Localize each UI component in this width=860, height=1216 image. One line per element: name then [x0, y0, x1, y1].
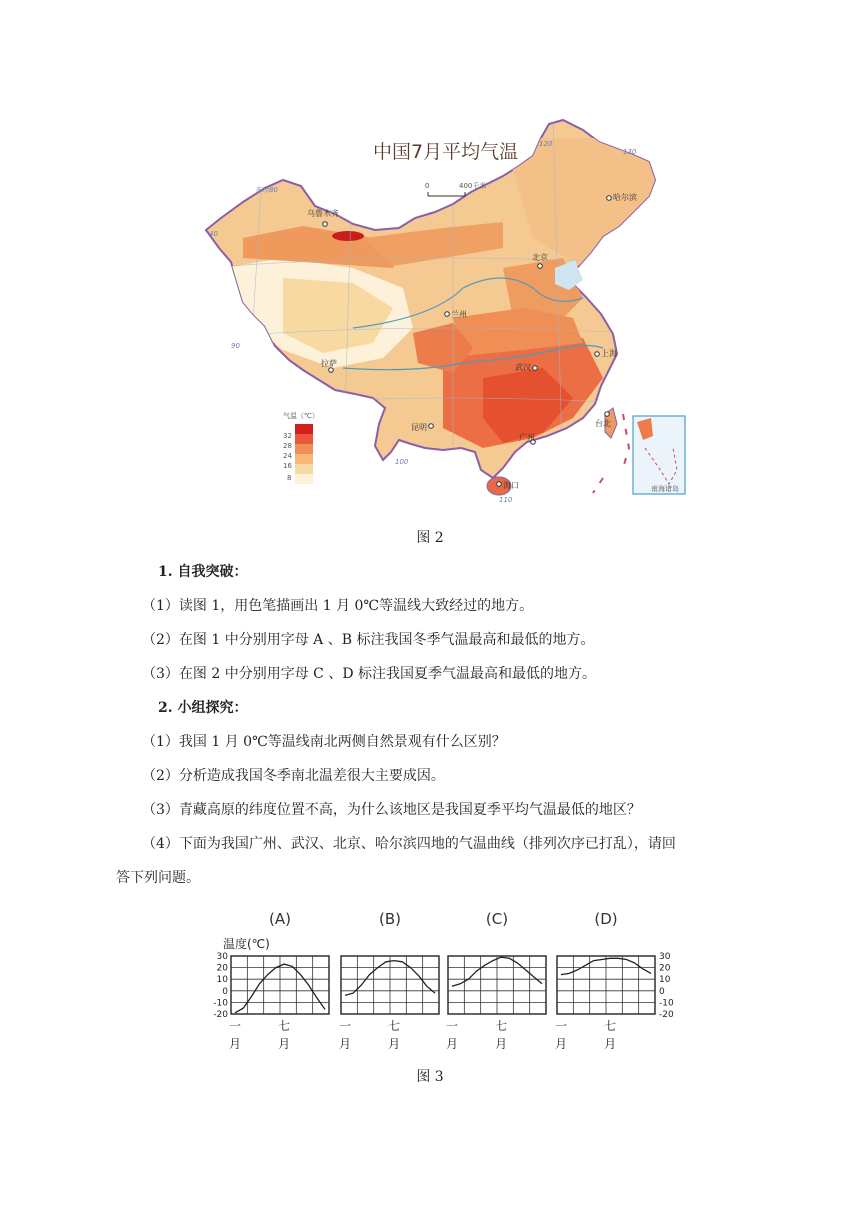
month-label-jan: 月 [228, 1037, 242, 1051]
climate-chart [229, 910, 329, 1051]
chart-title: (D) [594, 910, 618, 928]
y-tick-label: -10 [213, 998, 228, 1009]
lon-mark: 110 [499, 496, 513, 504]
section1-item: （2）在图 1 中分别用字母 A 、B 标注我国冬季气温最高和最低的地方。 [142, 632, 595, 648]
city-label: 上海 [601, 349, 617, 358]
legend-swatch [295, 444, 313, 454]
city-label: 兰州 [451, 310, 467, 319]
svg-text:400千米: 400千米 [459, 182, 487, 190]
lon-mark: 40 [209, 230, 218, 238]
y-tick-label: 30 [659, 952, 671, 962]
month-label-jul: 月 [388, 1037, 401, 1051]
chart-title: (B) [379, 910, 401, 928]
y-tick-label: -10 [659, 998, 674, 1009]
month-label-jan: 月 [554, 1037, 568, 1051]
svg-text:32: 32 [283, 432, 292, 440]
month-label-jul: 月 [495, 1037, 508, 1051]
month-label-jan: 月 [338, 1037, 352, 1051]
lon-mark: 100 [395, 458, 409, 466]
svg-text:24: 24 [283, 452, 292, 460]
y-tick-label: 0 [222, 986, 228, 997]
section1-item: （3）在图 2 中分别用字母 C 、D 标注我国夏季气温最高和最低的地方。 [142, 666, 597, 682]
city-label: 哈尔滨 [613, 193, 637, 202]
section1-heading: 1. 自我突破： [158, 564, 248, 580]
month-label-jan: 一 [338, 1019, 352, 1033]
city-label: 北京 [532, 253, 548, 262]
month-label-jan: 一 [554, 1019, 568, 1033]
section2-item: （1）我国 1 月 0℃等温线南北两侧自然景观有什么区别？ [142, 734, 506, 750]
city-label: 广州 [519, 433, 535, 442]
legend-swatch [295, 464, 313, 474]
city-label: 海口 [503, 481, 519, 490]
section1-item: （1）读图 1，用色笔描画出 1 月 0℃等温线大致经过的地方。 [142, 598, 534, 614]
climate-chart [446, 910, 546, 1051]
chart-title: (A) [269, 910, 291, 928]
inset-label: 南海诸岛 [651, 485, 679, 493]
section2-heading: 2. 小组探究： [158, 700, 248, 716]
y-tick-label: 10 [216, 975, 228, 986]
temperature-legend [283, 411, 319, 484]
section2-item: （2）分析造成我国冬季南北温差很大主要成因。 [142, 768, 445, 784]
legend-swatch [295, 454, 313, 464]
section2-item: （3）青藏高原的纬度位置不高，为什么该地区是我国夏季平均气温最低的地区？ [142, 802, 641, 818]
month-label-jan: 月 [445, 1037, 459, 1051]
svg-text:28: 28 [283, 442, 292, 450]
south-china-sea-inset [633, 416, 685, 494]
legend-swatch [295, 434, 313, 444]
city-label: 昆明 [411, 423, 427, 432]
month-label-jul: 七 [604, 1019, 617, 1033]
y-tick-label: 20 [216, 963, 228, 974]
y-tick-label: 30 [216, 952, 228, 962]
chart-title: (C) [485, 910, 509, 928]
svg-text:0: 0 [425, 182, 430, 190]
y-tick-label: -20 [213, 1010, 228, 1020]
legend-swatch [295, 424, 313, 434]
month-label-jan: 一 [445, 1019, 459, 1033]
city-label: 武汉 [515, 363, 531, 372]
lon-mark: 东经80 [255, 186, 278, 194]
climate-chart [555, 910, 655, 1051]
month-label-jan: 一 [228, 1019, 242, 1033]
legend-title: 气温（℃） [283, 412, 319, 420]
climate-chart [339, 910, 439, 1051]
section2-item: 答下列问题。 [116, 870, 200, 886]
month-label-jul: 七 [495, 1019, 508, 1033]
figure2-caption: 图 2 [416, 530, 444, 546]
lon-mark: 90 [231, 342, 240, 350]
svg-text:8: 8 [287, 474, 292, 482]
y-tick-label: 0 [659, 986, 665, 997]
july-temperature-map [203, 118, 700, 504]
city-label: 拉萨 [321, 359, 337, 368]
y-axis-title: 温度(℃) [223, 937, 270, 951]
month-label-jul: 月 [278, 1037, 291, 1051]
city-label: 乌鲁木齐 [307, 209, 339, 218]
temperature-curves-figure [215, 902, 685, 1052]
lon-mark: 130 [623, 148, 637, 156]
y-tick-label: -20 [659, 1010, 674, 1020]
lon-mark: 120 [539, 140, 553, 148]
map-title: 中国7月平均气温 [373, 141, 519, 163]
month-label-jul: 七 [388, 1019, 401, 1033]
month-label-jul: 月 [604, 1037, 617, 1051]
y-tick-label: 10 [659, 975, 671, 986]
city-label: 台北 [595, 419, 611, 428]
section2-item: （4）下面为我国广州、武汉、北京、哈尔滨四地的气温曲线（排列次序已打乱），请回 [142, 836, 676, 852]
svg-text:16: 16 [283, 462, 292, 470]
month-label-jul: 七 [278, 1019, 291, 1033]
legend-swatch [295, 474, 313, 484]
y-tick-label: 20 [659, 963, 671, 974]
figure3-caption: 图 3 [416, 1069, 444, 1085]
